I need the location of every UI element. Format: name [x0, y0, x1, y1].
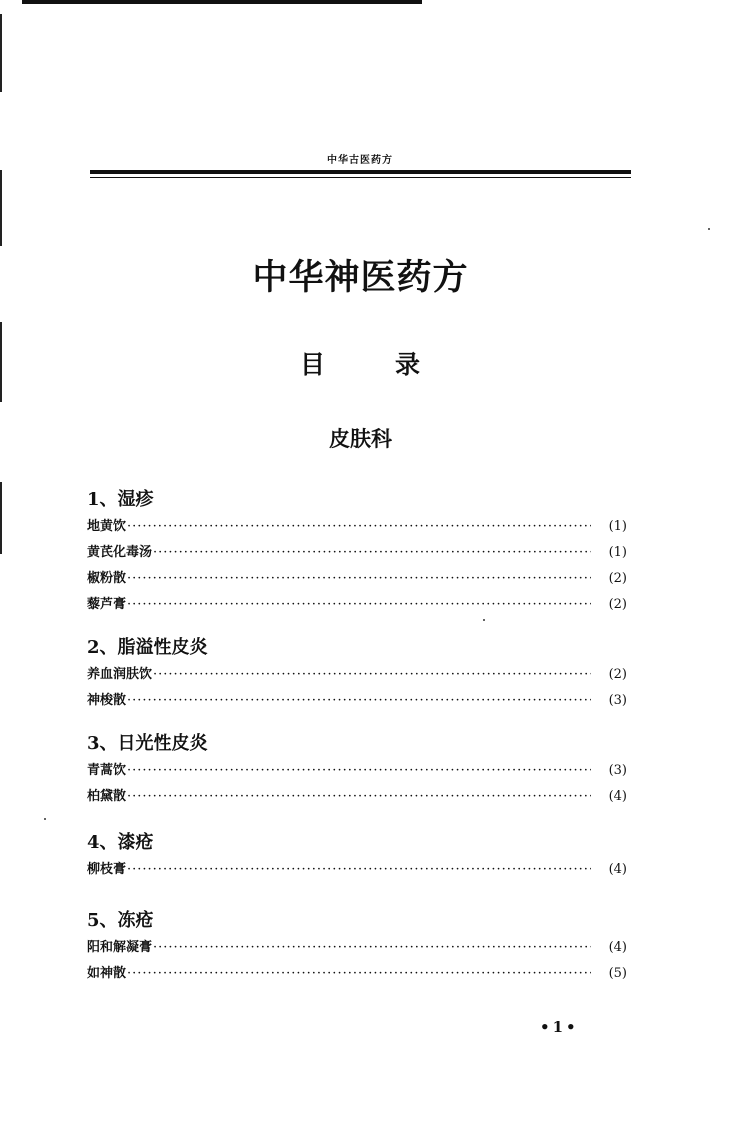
dot-leader [127, 758, 591, 784]
entry-name: 藜芦膏 [87, 597, 127, 612]
toc-entry[interactable] [87, 566, 627, 592]
scan-left-edge-mark [0, 482, 2, 554]
entry-name: 养血润肤饮 [87, 667, 153, 682]
entry-name: 如神散 [87, 966, 127, 981]
running-head: 中华古医药方 [327, 155, 393, 166]
entry-page: (3) [608, 763, 627, 778]
entry-page: (3) [608, 693, 627, 708]
toc-section [87, 907, 627, 987]
entry-page: (2) [608, 571, 627, 586]
entry-name: 阳和解凝膏 [87, 940, 153, 955]
entry-page: (1) [608, 545, 627, 560]
toc-entry[interactable] [87, 688, 627, 714]
scan-speck [708, 228, 710, 230]
dot-leader [127, 857, 591, 883]
toc-entry[interactable] [87, 592, 627, 618]
entry-page: (2) [608, 597, 627, 612]
scan-left-edge-mark [0, 170, 2, 246]
entry-name: 神梭散 [87, 693, 127, 708]
entry-name: 青蒿饮 [87, 763, 127, 778]
table-of-contents [87, 486, 627, 1003]
dot-leader [127, 592, 591, 618]
section-title: 1、湿疹 [87, 489, 154, 510]
entry-name: 椒粉散 [87, 571, 127, 586]
scan-left-edge-mark [0, 322, 2, 402]
dot-leader [127, 566, 591, 592]
entry-name: 柳枝膏 [87, 862, 127, 877]
toc-entry[interactable] [87, 961, 627, 987]
toc-title-char: 录 [394, 350, 420, 379]
entry-page: (4) [608, 940, 627, 955]
toc-entry[interactable] [87, 935, 627, 961]
entry-page: (2) [608, 667, 627, 682]
department-title: 皮肤科 [329, 427, 392, 451]
toc-section [87, 634, 627, 714]
toc-title [300, 345, 420, 381]
toc-entry[interactable] [87, 662, 627, 688]
toc-section [87, 730, 627, 810]
toc-entry[interactable] [87, 540, 627, 566]
section-title: 3、日光性皮炎 [87, 733, 208, 754]
book-title: 中华神医药方 [252, 258, 469, 298]
dot-leader [127, 514, 591, 540]
scan-left-edge-mark [0, 14, 2, 92]
entry-name: 黄芪化毒汤 [87, 545, 153, 560]
dot-leader [153, 540, 591, 566]
toc-title-char: 目 [300, 350, 326, 379]
page-number: •1• [540, 1018, 579, 1036]
dot-leader [153, 662, 591, 688]
entry-page: (1) [608, 519, 627, 534]
toc-entry[interactable] [87, 514, 627, 540]
entry-name: 地黄饮 [87, 519, 127, 534]
entry-page: (5) [608, 966, 627, 981]
header-rule-thick [90, 170, 631, 174]
entry-name: 柏黛散 [87, 789, 127, 804]
dot-leader [127, 784, 591, 810]
entry-page: (4) [608, 862, 627, 877]
section-title: 4、漆疮 [87, 832, 154, 853]
dot-leader [127, 688, 591, 714]
toc-entry[interactable] [87, 784, 627, 810]
toc-section [87, 829, 627, 883]
section-title: 5、冻疮 [87, 910, 154, 931]
toc-entry[interactable] [87, 758, 627, 784]
toc-section [87, 486, 627, 618]
scan-speck [44, 818, 46, 820]
dot-leader [153, 935, 591, 961]
header-rule-thin [90, 177, 631, 178]
scan-top-edge [22, 0, 422, 4]
entry-page: (4) [608, 789, 627, 804]
section-title: 2、脂溢性皮炎 [87, 637, 208, 658]
toc-entry[interactable] [87, 857, 627, 883]
dot-leader [127, 961, 591, 987]
